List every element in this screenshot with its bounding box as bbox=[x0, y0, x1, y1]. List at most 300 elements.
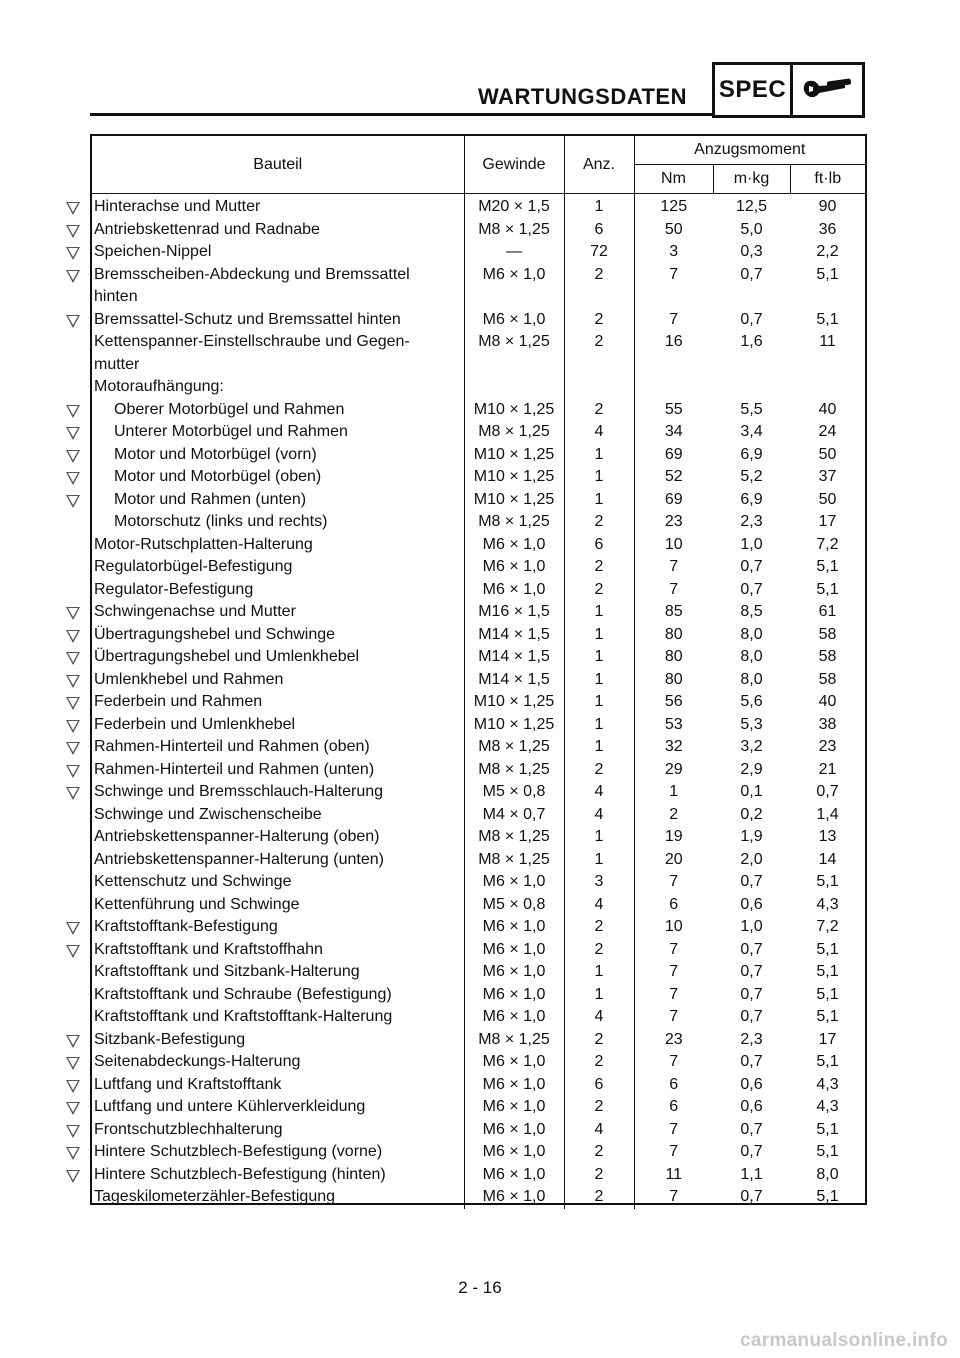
cell-qty: 4 bbox=[564, 1006, 634, 1029]
triangle-mark-icon bbox=[66, 450, 80, 463]
cell-ftlb: 61 bbox=[818, 603, 837, 620]
cell-thread: M6 × 1,0 bbox=[464, 1006, 564, 1029]
cell-mkg: 5,3 bbox=[740, 715, 763, 733]
col-header-mkg: m·kg bbox=[713, 165, 790, 194]
cell-part bbox=[92, 466, 464, 489]
cell-qty: 1 bbox=[564, 194, 634, 219]
cell-mkg: 0,1 bbox=[740, 783, 763, 800]
cell-nm: 1 bbox=[669, 783, 679, 800]
table-row bbox=[92, 1074, 865, 1097]
table-row bbox=[92, 624, 865, 647]
page-number: 2 - 16 bbox=[458, 1278, 502, 1297]
cell-thread: M6 × 1,0 bbox=[464, 1141, 564, 1164]
col-header-ftlb: ft·lb bbox=[790, 165, 865, 194]
cell-thread: M6 × 1,0 bbox=[464, 1096, 564, 1119]
cell-nm: 80 bbox=[664, 670, 683, 688]
cell-ftlb: 58 bbox=[818, 625, 837, 643]
triangle-mark-icon bbox=[66, 922, 80, 935]
header-rule bbox=[90, 113, 712, 116]
cell-mkg: 0,6 bbox=[740, 1075, 763, 1093]
cell-nm: 7 bbox=[669, 1188, 679, 1205]
cell-nm: 7 bbox=[669, 963, 679, 980]
part-name: Motor und Motorbügel (oben) bbox=[114, 468, 322, 485]
cell-nm: 50 bbox=[664, 220, 683, 238]
table-row bbox=[92, 579, 865, 602]
cell-part bbox=[92, 894, 464, 917]
triangle-mark-icon bbox=[66, 225, 80, 238]
cell-mkg: 0,3 bbox=[740, 243, 763, 260]
cell-part bbox=[92, 1029, 464, 1052]
table-row bbox=[92, 601, 865, 624]
table-row bbox=[92, 1141, 865, 1164]
cell-mkg: 2,0 bbox=[740, 850, 763, 868]
triangle-mark-icon bbox=[66, 697, 80, 710]
part-name: Antriebskettenspanner-Halterung (oben) bbox=[94, 828, 380, 845]
cell-ftlb: 17 bbox=[818, 513, 837, 530]
part-name: Speichen-Nippel bbox=[94, 243, 212, 260]
table-row bbox=[92, 241, 865, 264]
table-row bbox=[92, 331, 865, 376]
cell-part bbox=[92, 376, 464, 399]
cell-thread: M6 × 1,0 bbox=[464, 309, 564, 332]
cell-qty: 2 bbox=[564, 1141, 634, 1164]
table-row bbox=[92, 489, 865, 512]
table-row bbox=[92, 376, 865, 399]
cell-thread: M6 × 1,0 bbox=[464, 1119, 564, 1142]
cell-ftlb: 5,1 bbox=[816, 940, 839, 958]
table-row bbox=[92, 466, 865, 489]
col-header-torque: Anzugsmoment bbox=[634, 136, 865, 165]
cell-ftlb: 17 bbox=[818, 1030, 837, 1048]
cell-nm: 6 bbox=[669, 1098, 679, 1115]
cell-ftlb: 14 bbox=[818, 850, 837, 868]
cell-qty: 1 bbox=[564, 466, 634, 489]
cell-part bbox=[92, 1074, 464, 1097]
cell-qty: 1 bbox=[564, 489, 634, 512]
triangle-mark-icon bbox=[66, 742, 80, 755]
table-row bbox=[92, 1164, 865, 1187]
cell-mkg: 1,1 bbox=[740, 1165, 763, 1183]
cell-ftlb: 5,1 bbox=[816, 963, 839, 980]
triangle-mark-icon bbox=[66, 765, 80, 778]
cell-part bbox=[92, 556, 464, 579]
cell-ftlb: 5,1 bbox=[816, 1143, 839, 1160]
cell-part bbox=[92, 601, 464, 624]
part-name: Motor und Motorbügel (vorn) bbox=[114, 445, 317, 463]
cell-nm: 7 bbox=[669, 558, 679, 575]
cell-thread: M20 × 1,5 bbox=[464, 194, 564, 219]
part-name: Regulatorbügel-Befestigung bbox=[94, 558, 293, 575]
cell-qty: 2 bbox=[564, 579, 634, 602]
spec-label: SPEC bbox=[715, 65, 793, 115]
cell-part bbox=[92, 1051, 464, 1074]
table-row bbox=[92, 556, 865, 579]
cell-mkg: 0,7 bbox=[740, 1188, 763, 1205]
cell-thread: M6 × 1,0 bbox=[464, 939, 564, 962]
cell-ftlb: 50 bbox=[818, 445, 837, 463]
cell-mkg: 0,7 bbox=[740, 1120, 763, 1138]
cell-mkg: 2,3 bbox=[740, 1030, 763, 1048]
triangle-mark-icon bbox=[66, 427, 80, 440]
cell-qty: 72 bbox=[564, 241, 634, 264]
cell-qty: 1 bbox=[564, 849, 634, 872]
triangle-mark-icon bbox=[66, 495, 80, 508]
col-header-part: Bauteil bbox=[92, 136, 464, 194]
table-row bbox=[92, 871, 865, 894]
part-name: Kraftstofftank und Kraftstoffhahn bbox=[94, 940, 323, 958]
cell-qty: 6 bbox=[564, 219, 634, 242]
cell-ftlb: 4,3 bbox=[816, 1098, 839, 1115]
cell-nm: 7 bbox=[669, 985, 679, 1003]
cell-nm: 34 bbox=[664, 423, 683, 440]
cell-thread: M10 × 1,25 bbox=[464, 466, 564, 489]
table-row bbox=[92, 916, 865, 939]
cell-part bbox=[92, 579, 464, 602]
cell-part bbox=[92, 331, 464, 376]
cell-mkg: 1,9 bbox=[740, 828, 763, 845]
cell-qty: 1 bbox=[564, 984, 634, 1007]
cell-part bbox=[92, 1006, 464, 1029]
cell-ftlb bbox=[790, 376, 865, 399]
cell-part bbox=[92, 241, 464, 264]
cell-mkg: 1,6 bbox=[740, 333, 763, 350]
cell-mkg: 8,0 bbox=[740, 648, 763, 665]
part-name: Frontschutzblechhalterung bbox=[94, 1120, 283, 1138]
part-name: Kettenspanner-Einstellschraube und Gegen- bbox=[94, 333, 410, 350]
part-name: Seitenabdeckungs-Halterung bbox=[94, 1053, 301, 1070]
cell-ftlb: 58 bbox=[818, 648, 837, 665]
cell-qty: 2 bbox=[564, 1164, 634, 1187]
triangle-mark-icon bbox=[66, 1125, 80, 1138]
triangle-mark-icon bbox=[66, 607, 80, 620]
cell-mkg: 6,9 bbox=[740, 490, 763, 508]
cell-nm: 6 bbox=[669, 895, 679, 913]
cell-nm: 52 bbox=[664, 468, 683, 485]
cell-mkg: 0,7 bbox=[740, 558, 763, 575]
cell-thread: M8 × 1,25 bbox=[464, 826, 564, 849]
cell-ftlb: 90 bbox=[818, 198, 837, 215]
cell-ftlb: 5,1 bbox=[816, 1120, 839, 1138]
cell-ftlb: 13 bbox=[818, 828, 837, 845]
part-name: Hintere Schutzblech-Befestigung (vorne) bbox=[94, 1143, 383, 1160]
cell-part bbox=[92, 669, 464, 692]
part-name: Hinterachse und Mutter bbox=[94, 198, 261, 215]
cell-thread: M8 × 1,25 bbox=[464, 849, 564, 872]
table-row bbox=[92, 894, 865, 917]
cell-mkg: 0,7 bbox=[740, 1008, 763, 1025]
triangle-mark-icon bbox=[66, 675, 80, 688]
cell-ftlb: 58 bbox=[818, 670, 837, 688]
cell-ftlb: 2,2 bbox=[816, 243, 839, 260]
table-row bbox=[92, 219, 865, 242]
triangle-mark-icon bbox=[66, 202, 80, 215]
cell-mkg: 6,9 bbox=[740, 445, 763, 463]
cell-ftlb: 8,0 bbox=[816, 1165, 839, 1183]
cell-part bbox=[92, 1141, 464, 1164]
cell-thread: M8 × 1,25 bbox=[464, 511, 564, 534]
cell-thread: M8 × 1,25 bbox=[464, 219, 564, 242]
cell-part bbox=[92, 624, 464, 647]
cell-mkg: 0,2 bbox=[740, 805, 763, 823]
part-name-cont: mutter bbox=[94, 355, 140, 373]
table-row bbox=[92, 1119, 865, 1142]
table-row bbox=[92, 399, 865, 422]
cell-mkg bbox=[713, 376, 790, 399]
part-name: Motorschutz (links und rechts) bbox=[114, 513, 328, 530]
cell-qty: 4 bbox=[564, 421, 634, 444]
col-header-qty: Anz. bbox=[564, 136, 634, 194]
cell-thread: M10 × 1,25 bbox=[464, 399, 564, 422]
triangle-mark-icon bbox=[66, 1102, 80, 1115]
cell-mkg: 0,7 bbox=[740, 310, 763, 328]
cell-part bbox=[92, 264, 464, 309]
part-name: Rahmen-Hinterteil und Rahmen (oben) bbox=[94, 738, 370, 755]
table-row bbox=[92, 309, 865, 332]
cell-mkg: 5,2 bbox=[740, 468, 763, 485]
col-header-thread: Gewinde bbox=[464, 136, 564, 194]
cell-qty: 1 bbox=[564, 624, 634, 647]
cell-ftlb: 24 bbox=[818, 423, 837, 440]
cell-nm: 7 bbox=[669, 1120, 679, 1138]
cell-nm: 7 bbox=[669, 1143, 679, 1160]
cell-thread: M10 × 1,25 bbox=[464, 489, 564, 512]
cell-qty: 2 bbox=[564, 511, 634, 534]
cell-nm: 69 bbox=[664, 445, 683, 463]
cell-thread: M14 × 1,5 bbox=[464, 669, 564, 692]
cell-part bbox=[92, 781, 464, 804]
triangle-mark-icon bbox=[66, 247, 80, 260]
cell-nm: 7 bbox=[669, 580, 679, 598]
cell-part bbox=[92, 646, 464, 669]
triangle-mark-icon bbox=[66, 1080, 80, 1093]
cell-qty: 3 bbox=[564, 871, 634, 894]
cell-thread: M6 × 1,0 bbox=[464, 961, 564, 984]
cell-thread: M16 × 1,5 bbox=[464, 601, 564, 624]
table-row bbox=[92, 1029, 865, 1052]
cell-mkg: 0,7 bbox=[740, 1143, 763, 1160]
cell-part bbox=[92, 219, 464, 242]
cell-thread: M8 × 1,25 bbox=[464, 736, 564, 759]
cell-nm: 2 bbox=[669, 805, 679, 823]
cell-thread bbox=[464, 376, 564, 399]
part-name: Motor-Rutschplatten-Halterung bbox=[94, 535, 313, 553]
cell-part bbox=[92, 489, 464, 512]
cell-part bbox=[92, 714, 464, 737]
cell-qty: 2 bbox=[564, 759, 634, 782]
part-name: Regulator-Befestigung bbox=[94, 580, 254, 598]
part-name: Luftfang und untere Kühlerverkleidung bbox=[94, 1098, 366, 1115]
cell-ftlb: 5,1 bbox=[816, 873, 839, 890]
cell-ftlb: 5,1 bbox=[816, 265, 839, 283]
cell-mkg: 0,7 bbox=[740, 940, 763, 958]
part-name: Schwinge und Bremsschlauch-Halterung bbox=[94, 783, 384, 800]
table-row bbox=[92, 961, 865, 984]
cell-ftlb: 4,3 bbox=[816, 1075, 839, 1093]
cell-mkg: 8,5 bbox=[740, 603, 763, 620]
part-name: Kraftstofftank und Kraftstofftank-Halterung bbox=[94, 1008, 393, 1025]
part-name: Rahmen-Hinterteil und Rahmen (unten) bbox=[94, 760, 375, 778]
cell-thread: M8 × 1,25 bbox=[464, 421, 564, 444]
table-row bbox=[92, 669, 865, 692]
cell-qty: 2 bbox=[564, 309, 634, 332]
cell-qty: 1 bbox=[564, 714, 634, 737]
cell-mkg: 0,6 bbox=[740, 895, 763, 913]
cell-nm: 56 bbox=[664, 693, 683, 710]
triangle-mark-icon bbox=[66, 1035, 80, 1048]
triangle-mark-icon bbox=[66, 270, 80, 283]
part-name: Motoraufhängung: bbox=[94, 378, 224, 395]
part-name: Übertragungshebel und Umlenkhebel bbox=[94, 648, 360, 665]
cell-ftlb: 5,1 bbox=[816, 1053, 839, 1070]
cell-nm: 80 bbox=[664, 625, 683, 643]
cell-thread: M4 × 0,7 bbox=[464, 804, 564, 827]
cell-qty: 2 bbox=[564, 1186, 634, 1209]
cell-mkg: 2,3 bbox=[740, 513, 763, 530]
cell-nm: 80 bbox=[664, 648, 683, 665]
cell-ftlb: 40 bbox=[818, 400, 837, 418]
cell-ftlb: 7,2 bbox=[816, 535, 839, 553]
cell-qty: 1 bbox=[564, 691, 634, 714]
cell-nm: 20 bbox=[664, 850, 683, 868]
cell-qty: 2 bbox=[564, 1029, 634, 1052]
cell-part bbox=[92, 939, 464, 962]
part-name: Luftfang und Kraftstofftank bbox=[94, 1075, 282, 1093]
cell-ftlb: 1,4 bbox=[816, 805, 839, 823]
table-row bbox=[92, 511, 865, 534]
part-name: Kraftstofftank und Schraube (Befestigung) bbox=[94, 985, 392, 1003]
cell-part bbox=[92, 399, 464, 422]
table-row bbox=[92, 646, 865, 669]
cell-part bbox=[92, 1119, 464, 1142]
cell-part bbox=[92, 759, 464, 782]
cell-qty: 1 bbox=[564, 444, 634, 467]
cell-nm: 11 bbox=[665, 1165, 683, 1183]
cell-part bbox=[92, 849, 464, 872]
part-name: Schwinge und Zwischenscheibe bbox=[94, 805, 322, 823]
cell-thread: M14 × 1,5 bbox=[464, 646, 564, 669]
table-row bbox=[92, 984, 865, 1007]
cell-mkg: 0,7 bbox=[740, 265, 763, 283]
cell-part bbox=[92, 871, 464, 894]
cell-nm: 7 bbox=[669, 265, 679, 283]
cell-qty: 1 bbox=[564, 826, 634, 849]
triangle-mark-icon bbox=[66, 1170, 80, 1183]
cell-mkg: 0,7 bbox=[740, 580, 763, 598]
cell-qty: 2 bbox=[564, 399, 634, 422]
cell-qty: 2 bbox=[564, 939, 634, 962]
spec-badge bbox=[712, 62, 865, 118]
cell-ftlb: 50 bbox=[818, 490, 837, 508]
cell-part bbox=[92, 984, 464, 1007]
part-name: Tageskilometerzähler-Befestigung bbox=[94, 1188, 336, 1205]
part-name: Kraftstofftank und Sitzbank-Halterung bbox=[94, 963, 360, 980]
part-name: Bremsscheiben-Abdeckung und Bremssattel bbox=[94, 265, 410, 283]
cell-mkg: 12,5 bbox=[735, 198, 768, 215]
cell-ftlb: 40 bbox=[818, 693, 837, 710]
cell-thread: — bbox=[464, 241, 564, 264]
cell-nm: 7 bbox=[669, 873, 679, 890]
cell-qty: 2 bbox=[564, 331, 634, 376]
cell-nm: 23 bbox=[664, 1030, 683, 1048]
cell-nm: 29 bbox=[664, 760, 683, 778]
table-row bbox=[92, 849, 865, 872]
cell-thread: M5 × 0,8 bbox=[464, 781, 564, 804]
cell-thread: M10 × 1,25 bbox=[464, 714, 564, 737]
triangle-mark-icon bbox=[66, 945, 80, 958]
part-name: Kraftstofftank-Befestigung bbox=[94, 918, 278, 935]
cell-part bbox=[92, 916, 464, 939]
cell-part bbox=[92, 194, 464, 219]
triangle-mark-icon bbox=[66, 652, 80, 665]
cell-ftlb: 23 bbox=[818, 738, 837, 755]
cell-thread: M8 × 1,25 bbox=[464, 331, 564, 376]
cell-qty: 4 bbox=[564, 894, 634, 917]
cell-mkg: 5,5 bbox=[740, 400, 763, 418]
cell-part bbox=[92, 1164, 464, 1187]
table-row bbox=[92, 1006, 865, 1029]
cell-qty: 4 bbox=[564, 804, 634, 827]
cell-thread: M6 × 1,0 bbox=[464, 264, 564, 309]
cell-mkg: 0,6 bbox=[740, 1098, 763, 1115]
cell-ftlb: 37 bbox=[818, 468, 837, 485]
cell-qty: 1 bbox=[564, 601, 634, 624]
cell-nm: 7 bbox=[669, 1008, 679, 1025]
cell-nm: 125 bbox=[660, 198, 688, 215]
cell-ftlb: 38 bbox=[818, 715, 837, 733]
cell-part bbox=[92, 511, 464, 534]
table-row bbox=[92, 939, 865, 962]
cell-thread: M6 × 1,0 bbox=[464, 1186, 564, 1209]
table-body bbox=[92, 194, 865, 1209]
cell-thread: M6 × 1,0 bbox=[464, 871, 564, 894]
part-name: Motor und Rahmen (unten) bbox=[114, 490, 307, 508]
triangle-mark-icon bbox=[66, 1147, 80, 1160]
cell-thread: M10 × 1,25 bbox=[464, 691, 564, 714]
part-name: Unterer Motorbügel und Rahmen bbox=[114, 423, 348, 440]
table-row bbox=[92, 1186, 865, 1209]
part-name: Sitzbank-Befestigung bbox=[94, 1030, 246, 1048]
cell-ftlb: 5,1 bbox=[816, 580, 839, 598]
cell-qty: 6 bbox=[564, 1074, 634, 1097]
part-name: Hintere Schutzblech-Befestigung (hinten) bbox=[94, 1165, 386, 1183]
cell-ftlb: 5,1 bbox=[816, 310, 839, 328]
cell-part bbox=[92, 309, 464, 332]
part-name: Kettenschutz und Schwinge bbox=[94, 873, 292, 890]
part-name: Umlenkhebel und Rahmen bbox=[94, 670, 284, 688]
cell-thread: M6 × 1,0 bbox=[464, 916, 564, 939]
cell-thread: M6 × 1,0 bbox=[464, 579, 564, 602]
cell-mkg: 8,0 bbox=[740, 625, 763, 643]
cell-ftlb: 5,1 bbox=[816, 985, 839, 1003]
cell-nm: 7 bbox=[669, 940, 679, 958]
cell-qty bbox=[564, 376, 634, 399]
triangle-mark-icon bbox=[66, 720, 80, 733]
cell-qty: 1 bbox=[564, 646, 634, 669]
table-row bbox=[92, 421, 865, 444]
cell-part bbox=[92, 691, 464, 714]
cell-qty: 4 bbox=[564, 781, 634, 804]
part-name: Antriebskettenrad und Radnabe bbox=[94, 220, 320, 238]
cell-qty: 2 bbox=[564, 264, 634, 309]
cell-thread: M6 × 1,0 bbox=[464, 534, 564, 557]
table-row bbox=[92, 691, 865, 714]
table-row bbox=[92, 781, 865, 804]
cell-qty: 1 bbox=[564, 961, 634, 984]
cell-qty: 2 bbox=[564, 1096, 634, 1119]
cell-ftlb: 5,1 bbox=[816, 1008, 839, 1025]
cell-thread: M8 × 1,25 bbox=[464, 1029, 564, 1052]
cell-thread: M14 × 1,5 bbox=[464, 624, 564, 647]
